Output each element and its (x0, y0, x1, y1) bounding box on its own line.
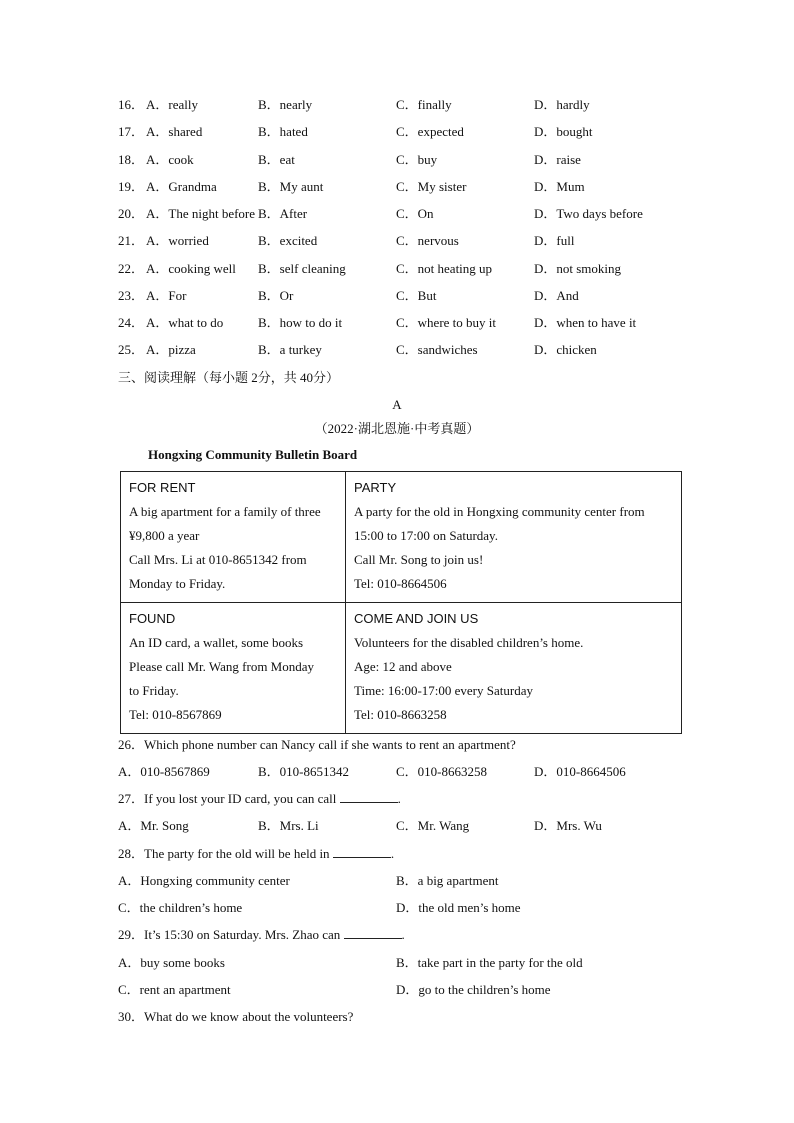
q29-option-a[interactable]: A．buy some books (118, 955, 225, 970)
question-end: . (401, 927, 405, 942)
section-title: 三、阅读理解（每小题 2分，共 40分） (118, 370, 340, 385)
option-d[interactable]: D．raise (534, 152, 581, 167)
q26-option-d[interactable]: D．010-8664506 (534, 764, 626, 779)
option-d[interactable]: D．And (534, 288, 579, 303)
cell-line: A party for the old in Hongxing community center from (354, 504, 645, 519)
q28-option-c[interactable]: C．the children’s home (118, 900, 243, 915)
cell-line: Tel: 010-8567869 (129, 707, 222, 722)
q27-option-a[interactable]: A．Mr. Song (118, 818, 189, 833)
cell-for-rent (121, 472, 346, 603)
option-a[interactable]: A．worried (146, 233, 209, 248)
option-d[interactable]: D．hardly (534, 97, 590, 112)
cell-line: Age: 12 and above (354, 659, 452, 674)
option-d[interactable]: D．Two days before (534, 206, 643, 221)
bulletin-board-title: Hongxing Community Bulletin Board (148, 447, 358, 462)
cell-party (346, 472, 682, 603)
question-29 (118, 925, 405, 945)
option-b[interactable]: B．Or (258, 288, 294, 303)
option-d[interactable]: D．full (534, 233, 575, 248)
option-b[interactable]: B．nearly (258, 97, 313, 112)
option-a[interactable]: A．really (146, 97, 198, 112)
option-b[interactable]: B．hated (258, 124, 308, 139)
option-c[interactable]: C．sandwiches (396, 342, 478, 357)
option-d[interactable]: D．chicken (534, 342, 597, 357)
q26-option-b[interactable]: B．010-8651342 (258, 764, 350, 779)
option-a[interactable]: A．The night before (146, 206, 256, 221)
cell-line: A big apartment for a family of three (129, 504, 321, 519)
q27-option-b[interactable]: B．Mrs. Li (258, 818, 319, 833)
q27-option-c[interactable]: C．Mr. Wang (396, 818, 470, 833)
option-c[interactable]: C．buy (396, 152, 438, 167)
question-number: 22． (118, 261, 145, 276)
q27-option-d[interactable]: D．Mrs. Wu (534, 818, 602, 833)
cell-line: Monday to Friday. (129, 576, 226, 591)
cell-line: Tel: 010-8664506 (354, 576, 447, 591)
option-a[interactable]: A．pizza (146, 342, 196, 357)
q29-option-c[interactable]: C．rent an apartment (118, 982, 231, 997)
question-number: 23． (118, 288, 145, 303)
option-d[interactable]: D．Mum (534, 179, 585, 194)
question-text: 29．It’s 15:30 on Saturday. Mrs. Zhao can (118, 927, 341, 942)
q26-option-a[interactable]: A．010-8567869 (118, 764, 210, 779)
question-end: . (390, 846, 395, 861)
question-number: 16． (118, 97, 145, 112)
question-text: 27．If you lost your ID card, you can call (118, 791, 337, 806)
question-number: 20． (118, 206, 145, 221)
cell-line: ¥9,800 a year (129, 528, 200, 543)
option-b[interactable]: B．eat (258, 152, 295, 167)
option-d[interactable]: D．not smoking (534, 261, 622, 276)
option-b[interactable]: B．excited (258, 233, 318, 248)
cell-line: Tel: 010-8663258 (354, 707, 447, 722)
question-number: 24． (118, 315, 145, 330)
cell-heading: COME AND JOIN US (354, 611, 479, 626)
option-a[interactable]: A．Grandma (146, 179, 217, 194)
cell-line: to Friday. (129, 683, 179, 698)
option-b[interactable]: B．how to do it (258, 315, 343, 330)
question-number: 21． (118, 233, 145, 248)
bulletin-board-table (120, 471, 682, 734)
option-b[interactable]: B．self cleaning (258, 261, 346, 276)
cell-found (121, 603, 346, 734)
question-text: 28．The party for the old will be held in (118, 846, 330, 861)
passage-source: （2022·湖北恩施·中考真题） (314, 421, 480, 436)
question-30: 30．What do we know about the volunteers? (118, 1009, 354, 1024)
cell-line: Volunteers for the disabled children’s home. (354, 635, 584, 650)
passage-label: A (392, 397, 402, 412)
question-number: 17． (118, 124, 145, 139)
cell-line: 15:00 to 17:00 on Saturday. (354, 528, 498, 543)
option-a[interactable]: A．cook (146, 152, 194, 167)
option-c[interactable]: C．finally (396, 97, 452, 112)
option-c[interactable]: C．where to buy it (396, 315, 497, 330)
cell-heading: FOUND (129, 611, 176, 626)
option-b[interactable]: B．a turkey (258, 342, 322, 357)
question-27 (118, 789, 401, 809)
question-number: 18． (118, 152, 145, 167)
cell-heading: PARTY (354, 480, 397, 495)
cell-line: Call Mrs. Li at 010-8651342 from (129, 552, 307, 567)
cell-line: Please call Mr. Wang from Monday (129, 659, 315, 674)
option-c[interactable]: C．expected (396, 124, 464, 139)
cell-heading: FOR RENT (129, 480, 196, 495)
question-26: 26．Which phone number can Nancy call if she wants to rent an apartment? (118, 737, 516, 752)
option-c[interactable]: C．But (396, 288, 437, 303)
option-d[interactable]: D．bought (534, 124, 593, 139)
q26-option-c[interactable]: C．010-8663258 (396, 764, 488, 779)
option-a[interactable]: A．For (146, 288, 187, 303)
answer-blank (340, 790, 398, 803)
option-c[interactable]: C．On (396, 206, 434, 221)
q29-option-d[interactable]: D．go to the children’s home (396, 982, 551, 997)
option-a[interactable]: A．shared (146, 124, 203, 139)
option-b[interactable]: B．My aunt (258, 179, 324, 194)
cell-line: Time: 16:00-17:00 every Saturday (354, 683, 533, 698)
option-a[interactable]: A．what to do (146, 315, 224, 330)
question-number: 25． (118, 342, 145, 357)
option-c[interactable]: C．nervous (396, 233, 459, 248)
cell-come-and-join (346, 603, 682, 734)
option-c[interactable]: C．not heating up (396, 261, 493, 276)
answer-blank (333, 845, 391, 858)
answer-blank (344, 926, 402, 939)
question-end: . (397, 791, 401, 806)
option-b[interactable]: B．After (258, 206, 308, 221)
q29-option-b[interactable]: B．take part in the party for the old (396, 955, 583, 970)
cell-line: Call Mr. Song to join us! (354, 552, 484, 567)
cell-line: An ID card, a wallet, some books (129, 635, 304, 650)
question-number: 19． (118, 179, 145, 194)
q28-option-d[interactable]: D．the old men’s home (396, 900, 521, 915)
q28-option-b[interactable]: B．a big apartment (396, 873, 499, 888)
option-c[interactable]: C．My sister (396, 179, 467, 194)
q28-option-a[interactable]: A．Hongxing community center (118, 873, 290, 888)
question-28 (118, 844, 394, 864)
option-d[interactable]: D．when to have it (534, 315, 637, 330)
option-a[interactable]: A．cooking well (146, 261, 236, 276)
